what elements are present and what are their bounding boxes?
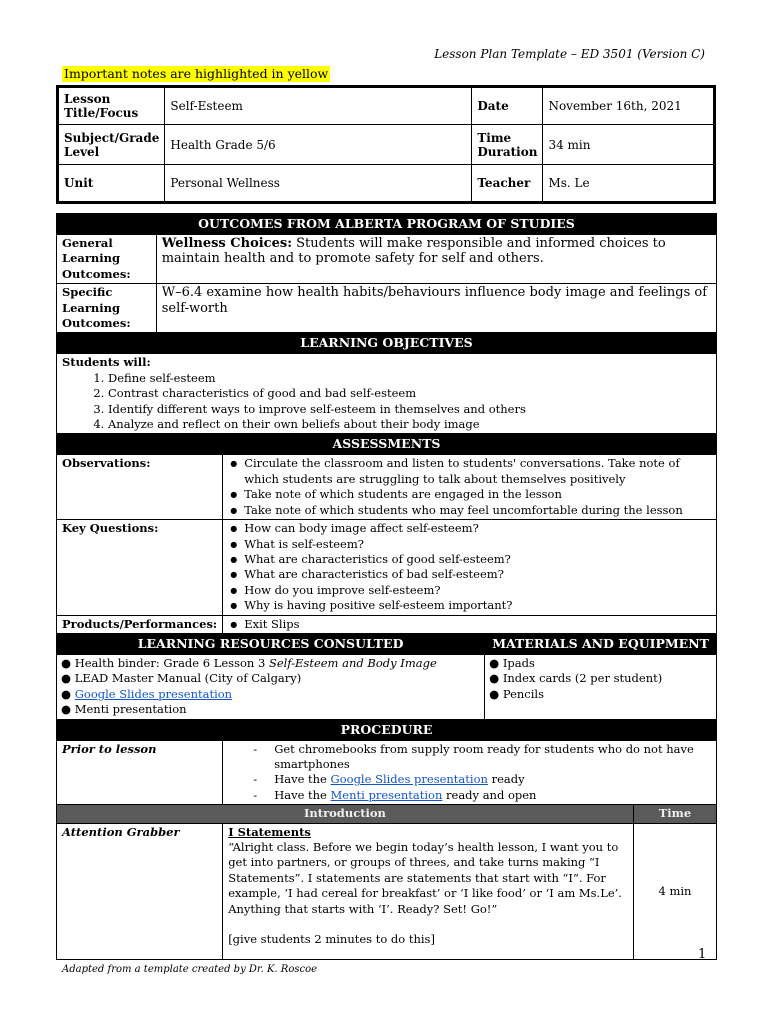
assessments-heading: ASSESSMENTS	[57, 434, 717, 455]
objectives-intro: Students will:	[62, 355, 151, 370]
procedure-heading: PROCEDURE	[57, 719, 717, 740]
list-item: ● Take note of which students who may feel uncomfortable during the lesson	[242, 503, 711, 518]
resources-heading: LEARNING RESOURCES CONSULTED	[57, 633, 485, 654]
time-label: Time Duration	[472, 125, 543, 165]
material-item: ● Pencils	[489, 686, 544, 701]
general-outcomes-value	[156, 235, 716, 284]
observations-list	[228, 456, 711, 518]
page-number: 1	[698, 947, 707, 962]
key-questions-cell	[223, 520, 717, 615]
objectives-heading: LEARNING OBJECTIVES	[57, 333, 717, 354]
template-title: Lesson Plan Template – ED 3501 (Version C)	[434, 47, 705, 61]
specific-outcomes-label: Specific Learning Outcomes:	[57, 284, 157, 333]
subject-value: Health Grade 5/6	[165, 125, 472, 165]
attention-time: 4 min	[633, 823, 716, 960]
material-item: ● Index cards (2 per student)	[489, 671, 663, 686]
teacher-value: Ms. Le	[543, 165, 715, 203]
resource-item: ● Health binder: Grade 6 Lesson 3 Self-Esteem and Body Image	[61, 655, 437, 670]
lesson-title-value: Self-Esteem	[165, 87, 472, 125]
prior-label: Prior to lesson	[57, 740, 223, 805]
resource-item: ● Google Slides presentation	[61, 686, 233, 701]
important-note: Important notes are highlighted in yellow	[64, 66, 329, 81]
attention-grabber-cell	[223, 823, 634, 960]
unit-value: Personal Wellness	[165, 165, 472, 203]
prior-list	[228, 742, 711, 804]
lesson-plan-table	[56, 213, 717, 960]
lesson-info-table	[56, 85, 716, 204]
list-item: ● What are characteristics of bad self-esteem?	[242, 567, 711, 582]
objectives-list	[62, 371, 711, 433]
attention-title: I Statements	[228, 824, 311, 839]
menti-link[interactable]: Menti presentation	[330, 787, 443, 802]
google-slides-link[interactable]: Google Slides presentation	[74, 686, 233, 701]
general-outcomes-lead: Wellness Choices:	[161, 236, 292, 251]
attention-text: “Alright class. Before we begin today’s health lesson, I want you to get into partners, or groups of threes, and take turns making “I Statements”. I statements are statements that start with “I”. For example, ‘I had cereal for breakfast’ or ‘I like food’ or ‘I am Ms.Le’. Anything that starts with ‘I’. Ready? Set! Go!”	[228, 840, 622, 916]
list-item: ● Take note of which students are engaged in the lesson	[242, 487, 711, 502]
list-item: 1. Define self-esteem	[108, 371, 711, 386]
material-item: ● Ipads	[489, 655, 535, 670]
materials-heading: MATERIALS AND EQUIPMENT	[485, 633, 717, 654]
general-outcomes-text: Students will make responsible and informed choices to maintain health and to promote safety for self and others.	[161, 236, 666, 267]
observations-cell	[223, 455, 717, 520]
objectives-body	[57, 354, 717, 434]
list-item: - Get chromebooks from supply room ready for students who do not have smartphones	[274, 742, 711, 773]
key-questions-label: Key Questions:	[57, 520, 223, 615]
time-heading: Time	[633, 805, 716, 823]
general-outcomes-label: General Learning Outcomes:	[57, 235, 157, 284]
materials-cell	[485, 654, 717, 719]
outcomes-heading: OUTCOMES FROM ALBERTA PROGRAM OF STUDIES	[57, 214, 717, 235]
products-label: Products/Performances:	[57, 615, 223, 633]
products-list	[228, 617, 711, 632]
lesson-title-label: Lesson Title/Focus	[58, 87, 165, 125]
list-item: ● What is self-esteem?	[242, 537, 711, 552]
footer-credit: Adapted from a template created by Dr. K. Roscoe	[62, 964, 318, 975]
prior-cell	[223, 740, 717, 805]
key-questions-list	[228, 521, 711, 613]
specific-outcomes-value: W–6.4 examine how health habits/behaviours influence body image and feelings of self-worth	[156, 284, 716, 333]
list-item: ● Circulate the classroom and listen to students' conversations. Take note of which students are struggling to talk about themselves positively	[242, 456, 711, 487]
resources-cell	[57, 654, 485, 719]
observations-label: Observations:	[57, 455, 223, 520]
google-slides-link[interactable]: Google Slides presentation	[330, 772, 488, 787]
subject-label: Subject/Grade Level	[58, 125, 165, 165]
resource-title: Self-Esteem and Body Image	[268, 655, 437, 670]
resource-item: ● LEAD Master Manual (City of Calgary)	[61, 671, 302, 686]
list-item: 4. Analyze and reflect on their own beliefs about their body image	[108, 417, 711, 432]
list-item: ● How can body image affect self-esteem?	[242, 521, 711, 536]
list-item: - Have the Google Slides presentation ready	[274, 772, 711, 787]
introduction-heading: Introduction	[57, 805, 634, 823]
list-item: ● How do you improve self-esteem?	[242, 583, 711, 598]
list-item: 2. Contrast characteristics of good and bad self-esteem	[108, 386, 711, 401]
unit-label: Unit	[58, 165, 165, 203]
products-cell	[223, 615, 717, 633]
attention-grabber-label: Attention Grabber	[57, 823, 223, 960]
teacher-label: Teacher	[472, 165, 543, 203]
list-item: - Have the Menti presentation ready and open	[274, 788, 711, 803]
date-value: November 16th, 2021	[543, 87, 715, 125]
list-item: ● Why is having positive self-esteem important?	[242, 598, 711, 613]
list-item: 3. Identify different ways to improve self-esteem in themselves and others	[108, 402, 711, 417]
date-label: Date	[472, 87, 543, 125]
time-value: 34 min	[543, 125, 715, 165]
resource-item: ● Menti presentation	[61, 702, 187, 717]
list-item: ● Exit Slips	[242, 617, 711, 632]
attention-note: [give students 2 minutes to do this]	[228, 932, 435, 947]
list-item: ● What are characteristics of good self-esteem?	[242, 552, 711, 567]
